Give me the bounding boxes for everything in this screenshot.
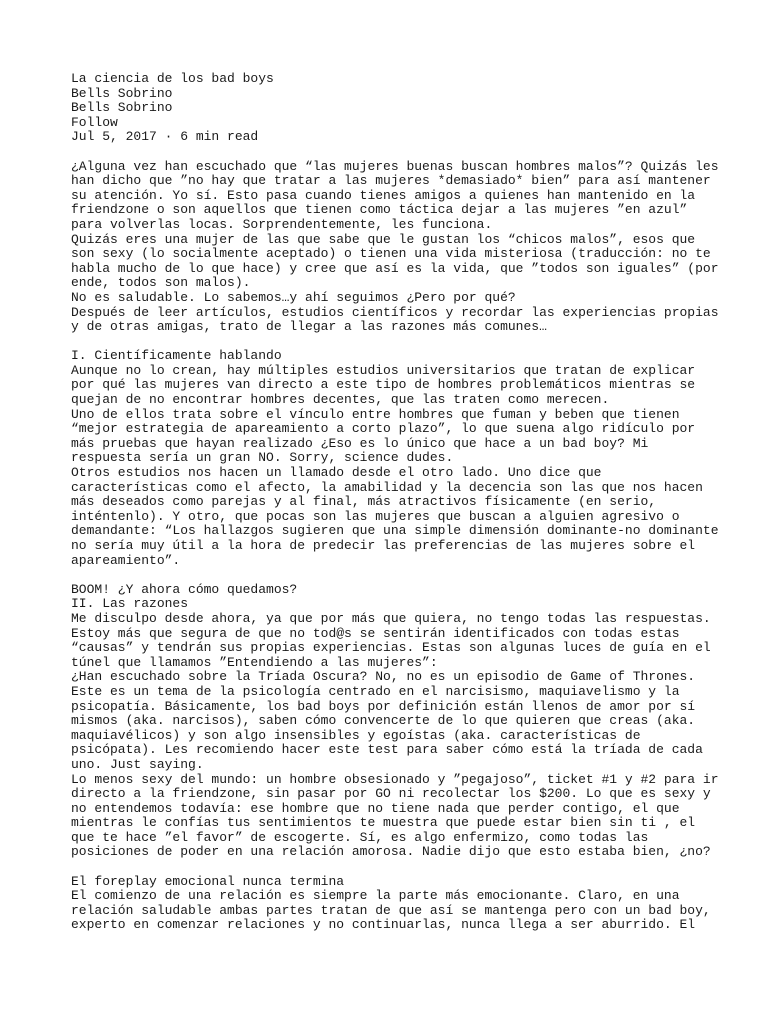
text-line: más pruebas que hayan realizado ¿Eso es lo único que hace a un bad boy? Mi bbox=[71, 435, 649, 451]
text-line: friendzone o son aquellos que tienen como táctica dejar a las mujeres ”en azul” bbox=[71, 202, 688, 218]
text-line: túnel que llamamos ”Entendiendo a las mujeres”: bbox=[71, 654, 438, 670]
author-name: Bells Sobrino bbox=[71, 85, 173, 101]
text-line: características como el afecto, la amabilidad y la decencia son las que nos hacen bbox=[71, 479, 703, 495]
article-meta: Jul 5, 2017 · 6 min read bbox=[71, 129, 259, 145]
spacer bbox=[71, 145, 711, 160]
section-razones bbox=[71, 581, 719, 860]
text-line: han dicho que ”no hay que tratar a las mujeres *demasiado* bien” para así mantener bbox=[71, 173, 711, 189]
section-foreplay bbox=[71, 875, 711, 933]
text-line: respuesta sería un gran NO. Sorry, science dudes. bbox=[71, 450, 454, 466]
text-line: no entendemos todavía: ese hombre que no tiene nada que perder contigo, el que bbox=[71, 800, 680, 816]
section-heading: II. Las razones bbox=[71, 596, 189, 612]
text-line: Quizás eres una mujer de las que sabe que le gustan los “chicos malos”, esos que bbox=[71, 231, 696, 247]
follow-link[interactable]: Follow bbox=[71, 114, 118, 130]
article-title: La ciencia de los bad boys bbox=[71, 71, 274, 86]
text-line: Otros estudios nos hacen un llamado desde el otro lado. Uno dice que bbox=[71, 465, 602, 481]
intro-block bbox=[71, 158, 719, 335]
text-line: Este es un tema de la psicología centrado en el narcisismo, maquiavelismo y la bbox=[71, 683, 680, 699]
article-header bbox=[71, 72, 711, 145]
text-line: posiciones de poder en una relación amorosa. Nadie dijo que esto estaba bien, ¿no? bbox=[71, 844, 711, 860]
text-line: inténtenlo). Y otro, que pocas son las mujeres que buscan a alguien agresivo o bbox=[71, 508, 680, 524]
text-line: para volverlas locas. Sorprendentemente, les funciona. bbox=[71, 216, 493, 232]
text-line: Después de leer artículos, estudios científicos y recordar las experiencias propias bbox=[71, 304, 719, 320]
text-line: habla mucho de lo que hace) y cree que así es la vida, que ”todos son iguales” (por bbox=[71, 260, 719, 276]
text-line: Uno de ellos trata sobre el vínculo entre hombres que fuman y beben que tienen bbox=[71, 406, 680, 422]
spacer bbox=[71, 860, 711, 875]
text-line: psicopatía. Básicamente, los bad boys por definición están llenos de amor por sí bbox=[71, 698, 696, 714]
text-line: mismos (aka. narcisos), saben cómo convencerte de lo que quieren que creas (aka. bbox=[71, 713, 696, 729]
text-line: mientras le confías tus sentimientos te muestra que puede estar bien sin ti , el bbox=[71, 815, 696, 831]
text-line: “mejor estrategia de apareamiento a corto plazo”, lo que suena algo ridículo por bbox=[71, 421, 696, 437]
text-line: Aunque no lo crean, hay múltiples estudios universitarios que tratan de explicar bbox=[71, 362, 696, 378]
text-line: quejan de no encontrar hombres decentes, que las traten como merecen. bbox=[71, 392, 610, 408]
text-line: ¿Alguna vez han escuchado que “las mujeres buenas buscan hombres malos”? Quizás les bbox=[71, 158, 719, 174]
text-line: más deseados como parejas y al final, más atractivos físicamente (en serio, bbox=[71, 494, 657, 510]
text-line: maquiavélicos) y son algo insensibles y egoístas (aka. características de bbox=[71, 727, 641, 743]
text-line: El comienzo de una relación es siempre la parte más emocionante. Claro, en una bbox=[71, 888, 680, 904]
text-line: apareamiento”. bbox=[71, 552, 181, 568]
text-line: experto en comenzar relaciones y no continuarlas, nunca llega a ser aburrido. El bbox=[71, 917, 696, 933]
section-cientificamente bbox=[71, 348, 719, 568]
text-line: Lo menos sexy del mundo: un hombre obsesionado y ”pegajoso”, ticket #1 y #2 para ir bbox=[71, 771, 719, 787]
section-heading: El foreplay emocional nunca termina bbox=[71, 873, 345, 889]
section-heading: I. Científicamente hablando bbox=[71, 348, 282, 364]
text-line: su atención. Yo sí. Esto pasa cuando tienes amigos a quienes han mantenido en la bbox=[71, 187, 696, 203]
text-line: Me disculpo desde ahora, ya que por más que quiera, no tengo todas las respuestas. bbox=[71, 610, 711, 626]
text-line: BOOM! ¿Y ahora cómo quedamos? bbox=[71, 581, 298, 597]
spacer bbox=[71, 335, 711, 350]
text-line: demandante: “Los hallazgos sugieren que una simple dimensión dominante-no dominante bbox=[71, 523, 719, 539]
text-line: uno. Just saying. bbox=[71, 756, 204, 772]
document-page bbox=[71, 71, 719, 933]
text-line: que te hace ”el favor” de escogerte. Sí, es algo enfermizo, como todas las bbox=[71, 829, 649, 845]
text-line: y de otras amigas, trato de llegar a las razones más comunes… bbox=[71, 319, 547, 335]
text-line: psicópata). Les recomiendo hacer este test para saber cómo está la tríada de cada bbox=[71, 742, 703, 758]
text-line: “causas” y tendrán sus propias experiencias. Estas son algunas luces de guía en el bbox=[71, 640, 711, 656]
text-line: ¿Han escuchado sobre la Tríada Oscura? No, no es un episodio de Game of Thrones. bbox=[71, 669, 696, 685]
text-line: Estoy más que segura de que no tod@s se sentirán identificados con todas estas bbox=[71, 625, 680, 641]
text-line: por qué las mujeres van directo a este tipo de hombres problemáticos mientras se bbox=[71, 377, 696, 393]
text-line: no sería muy útil a la hora de predecir las preferencias de las mujeres sobre el bbox=[71, 538, 696, 553]
spacer bbox=[71, 568, 711, 583]
text-line: No es saludable. Lo sabemos…y ahí seguimos ¿Pero por qué? bbox=[71, 289, 516, 305]
text-line: directo a la friendzone, sin pasar por GO ni recolectar los $200. Lo que es sexy y bbox=[71, 786, 711, 802]
text-line: ende, todos son malos). bbox=[71, 275, 251, 291]
author-name-repeat: Bells Sobrino bbox=[71, 100, 173, 116]
text-line: son sexy (lo socialmente aceptado) o tienen una vida misteriosa (traducción: no te bbox=[71, 246, 711, 262]
text-line: relación saludable ambas partes tratan de que así se mantenga pero con un bad boy, bbox=[71, 902, 711, 918]
